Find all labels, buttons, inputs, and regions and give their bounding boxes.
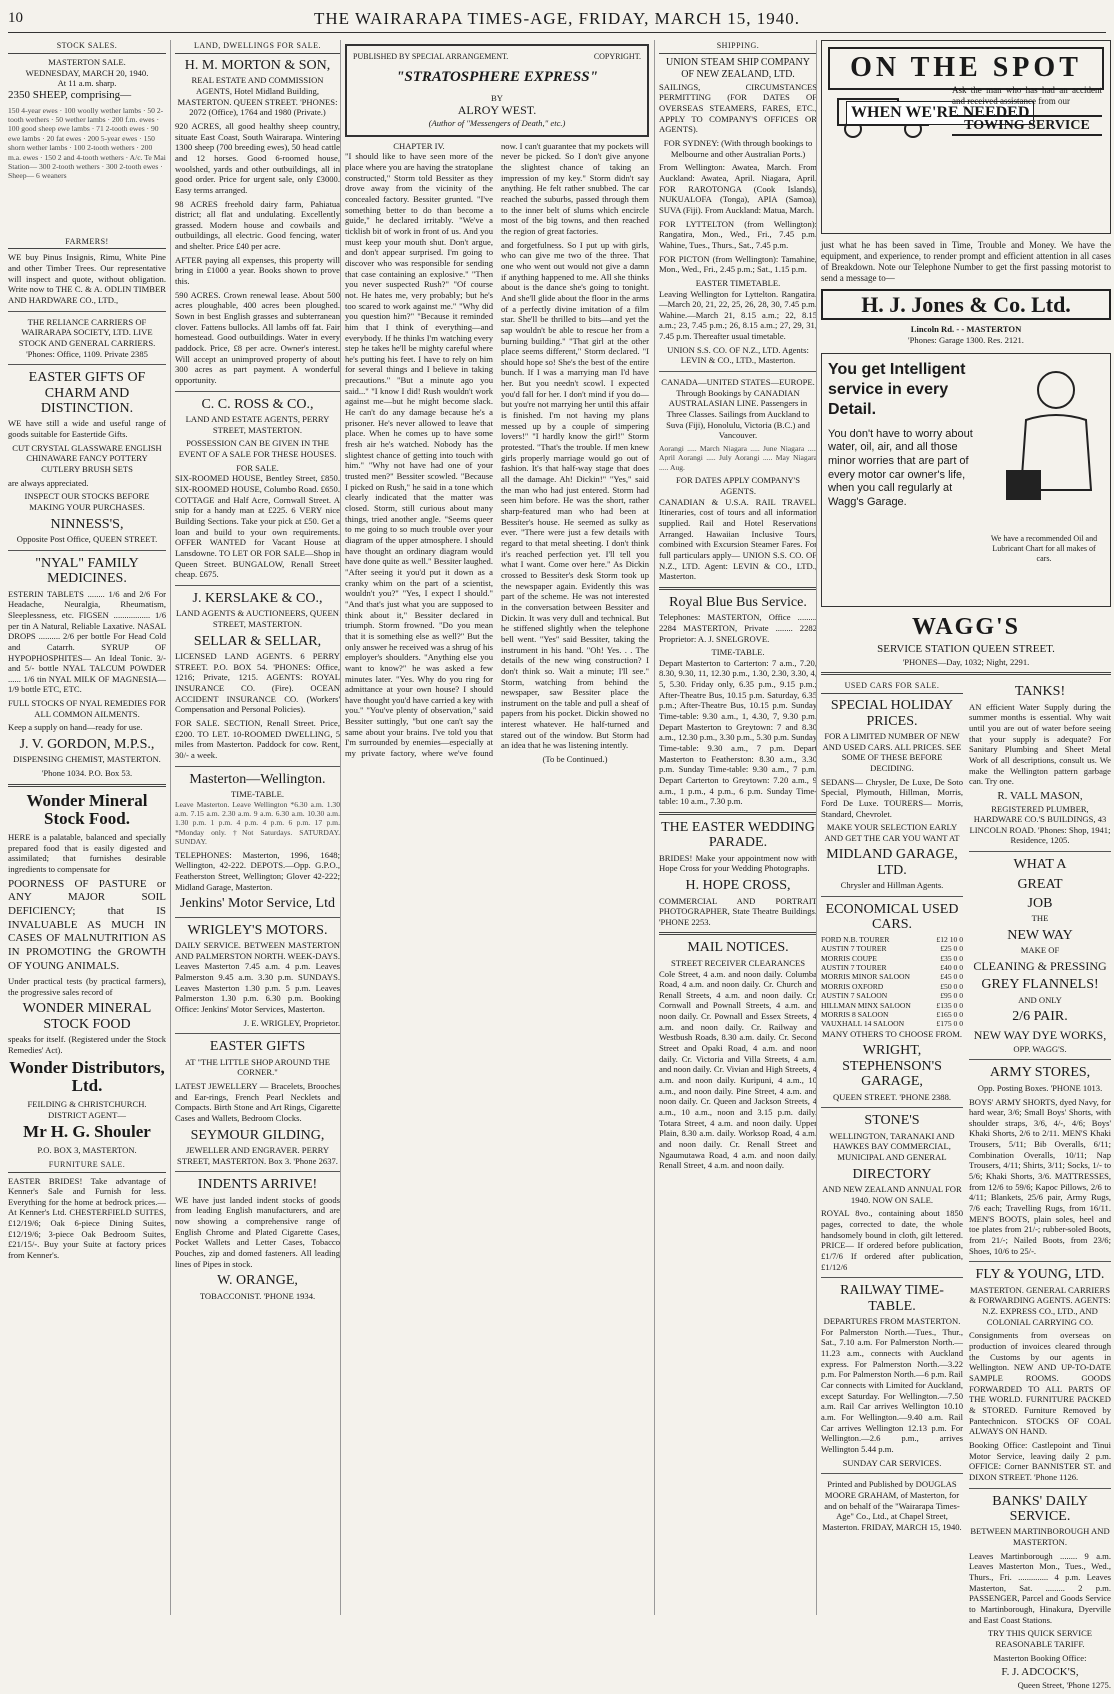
- intel-body: You don't have to worry about water, oil, air, and all those minor worries that are part of every motor car owner's life, when you call regularly at Wagg's Garage.: [828, 427, 973, 508]
- and-only: AND ONLY: [1018, 994, 1062, 1005]
- ninness-name: NINNESS'S,: [50, 516, 124, 532]
- canada-lines: Aorangi ..... March Niagara ..... June Niagara ..... April Aorangi ..... July Aorangi ..... May Niagara ..... Aug.: [659, 444, 817, 472]
- story-author-note: (Author of "Messengers of Death," etc.): [428, 118, 566, 129]
- royal-timetable: Depart Masterton to Carterton: 7 a.m., 7.20, 8.30, 9.30, 11, 12.30 p.m., 1.30, 2.30, 3.30, 4, 5, 5.30. Friday only, 6.35 p.m., 9.15 p.m.; After-Theatre Bus, 10.15 p.m. Saturday, 6.35 p.m.; After-Theatre Bus, 10.15 p.m. Sunday Time-table: 9.30 a.m., 1, 4.30, 7, 9.30 p.m. Depart Masterton to Greytown: 7 and 8.30 a.m., 12.30 p.m., 3.30 p.m., 5.30 p.m. Sunday Time-table: 9.30 a.m., 7 p.m. Depart Masterton to Featherston: 8.30 a.m., 3.30 p.m. Sunday Time-table: 9.30 a.m., 7 p.m. Depart Carterton to Greytown: 7.20 a.m., 9 a.m., 1 p.m., 4 p.m., 6 p.m. Sunday Time-table: 10 a.m., 7.30 p.m.: [659, 657, 817, 807]
- used-car-name: MORRIS COUPE: [821, 953, 877, 963]
- the: THE: [1031, 913, 1049, 924]
- royal-timetable-label: TIME-TABLE.: [711, 647, 765, 658]
- gilding-sub: JEWELLER AND ENGRAVER. PERRY STREET, MASTERTON. Box 3. 'Phone 2637.: [177, 1145, 338, 1166]
- ad-after-expenses: AFTER paying all expenses, this property will bring in £1000 a year. Books shown to prove this.: [175, 254, 340, 287]
- canada-dates: FOR DATES APPLY COMPANY'S AGENTS.: [676, 475, 800, 496]
- ross-sub: LAND AND ESTATE AGENTS, PERRY STREET, MASTERTON.: [185, 414, 330, 435]
- on-the-spot-ad: [821, 40, 1111, 234]
- masterton-sale: MASTERTON SALE.: [48, 56, 126, 67]
- used-car-name: VAUXHALL 14 SALOON: [821, 1019, 905, 1029]
- newspaper-title: THE WAIRARAPA TIMES-AGE, FRIDAY, MARCH 15, 1940.: [314, 9, 800, 28]
- banks-heading: BANKS' DAILY SERVICE.: [992, 1493, 1088, 1524]
- army-text: BOYS' ARMY SHORTS, dyed Navy, for hard wear, 3/6; Small Boys' Shorts, with shoulder straps, 3/6, 4/-, 4/6; Boys' Khaki Shorts, 2/6 to 2/11. MEN'S Khaki Trousers, 5/11; Bib Overalls, 6/11; Combination Overalls, 10/11; Nap Trousers, 4/11; Shirts, 3/11; Socks, 1/- to 5/6; Khaki Shorts, 3/6. MATTRESSES, from 12/6 to 59/6; Kapoc Pillows, 2/6 to 4/11; Blankets, 25/6 pair, Army Rugs, 7/6 each; Travelling Rugs, from 16/11. MEN'S BOOTS, plain soles, heel and toe plates from 21/-; rubber-soled Boots, from 21/-; Nailed Boots, from 23/6; Shoes, 10/6 to 25/-.: [969, 1096, 1111, 1256]
- ad-920-acres: 920 ACRES, all good healthy sheep country, situate East Coast, South Wairarapa. Wintering 1300 sheep (700 breeding ewes), 50 head cattle and 12 horses. Good 6-roomed house, woolshed, yards and other outbuildings, all in good order. Price for urgent sale, only £3000. Easy terms arranged.: [175, 120, 340, 195]
- farmers-heading: FARMERS!: [8, 236, 166, 250]
- holiday-prices: SPECIAL HOLIDAY PRICES.: [830, 698, 954, 729]
- banks-text: Leaves Martinborough ........ 9 a.m. Leaves Masterton Mon., Tues., Wed., Thurs., Fri. .............. 4 p.m. Leaves Masterton, Sat. ......... 2 p.m. PASSENGER, Parcel and Goods Service to Martinborough, Hinakura, Dyerville and East Coast Stations.: [969, 1550, 1111, 1625]
- what-a: WHAT A: [1013, 857, 1067, 873]
- ross-name: C. C. ROSS & CO.,: [201, 396, 314, 412]
- waggs-sub: SERVICE STATION QUEEN STREET.: [877, 642, 1055, 655]
- midland-sub: Chrysler and Hillman Agents.: [840, 880, 944, 891]
- tanks-text: AN efficient Water Supply during the summer months is essential. Why wait until you are out of water before seeing that your supply is adequate? For Sanitary Plumbing and Sheet Metal Work of all descriptions, consult us. We make the Wellington pattern garbage can. Try one.: [969, 701, 1111, 787]
- story-by: BY: [491, 92, 503, 103]
- page-number: 10: [8, 10, 23, 26]
- attendant-icon: [996, 360, 1106, 510]
- grey-flannels: GREY FLANNELS!: [981, 977, 1099, 993]
- feilding: FEILDING & CHRISTCHURCH. DISTRICT AGENT—: [27, 1098, 147, 1120]
- wedding-heading: THE EASTER WEDDING PARADE.: [661, 820, 815, 851]
- orange-name: W. ORANGE,: [217, 1273, 298, 1289]
- shouler-box: P.O. BOX 3, MASTERTON.: [37, 1144, 137, 1155]
- sheep-list: 150 4-year ewes · 100 woolly wether lambs · 50 2-tooth wethers · 50 wether lambs · 200 f.m. ewes · 100 good sheep ewe lambs · 71 2-tooth ewes · 90 ewe lambs · 20 fat ewes · 200 5-year ewes · 150 shorn wether lambs · 100 2-tooth wethers · 200 m.a. ewes · 150 2 and 4-tooth wethers · A/c. Te Mai Station— 300 2-tooth wethers · 300 2-tooth ewes · Sheep— 6 weaners: [8, 105, 166, 181]
- used-car-row: [821, 944, 963, 953]
- morton-name: H. M. MORTON & SON,: [184, 57, 331, 73]
- army-stores: ARMY STORES,: [989, 1065, 1091, 1081]
- dye-sub: OPP. WAGG'S.: [1013, 1043, 1067, 1054]
- used-car-price: £50 0 0: [940, 981, 963, 991]
- banks-try: TRY THIS QUICK SERVICE REASONABLE TARIFF.: [987, 1628, 1093, 1649]
- new-way: NEW WAY: [1007, 927, 1073, 943]
- masterton-wellington-heading: Masterton—Wellington.: [189, 771, 326, 787]
- nyal-keep: Keep a supply on hand—ready for use.: [8, 722, 143, 733]
- easter-gifts-heading: EASTER GIFTS OF CHARM AND DISTINCTION.: [28, 370, 146, 417]
- used-car-name: MORRIS OXFORD: [821, 981, 884, 991]
- easter-timetable-heading: EASTER TIMETABLE.: [695, 277, 781, 288]
- railway-text: For Palmerston North.—Tues., Thur., Sat., 7.10 a.m. For Palmerston North.—11.23 a.m., connects with Auckland express. For Palmerston North.—3.22 p.m. For Palmerston North.—6 p.m. Rail Car connects with Limited for Auckland, except Saturday. For Wellington.—7.50 a.m. Rail Car arrives Wellington 10.10 a.m. For Wellington.—9.40 a.m. Rail Car arrives Wellington 12.13 p.m. For Wellington.—2.6 p.m., arrives Wellington 5.44 p.m.: [821, 1326, 963, 1454]
- wright-garage: WRIGHT, STEPHENSON'S GARAGE,: [842, 1043, 942, 1090]
- choose-more: MANY OTHERS TO CHOOSE FROM.: [822, 1028, 962, 1039]
- printed-by: Printed and Published by DOUGLAS MOORE GRAHAM, of Masterton, for and on behalf of the "Wairarapa Times-Age" Co., Ltd., at Chapel Street, Masterton. FRIDAY, MARCH 15, 1940.: [822, 1479, 962, 1532]
- gordon-sub: DISPENSING CHEMIST, MASTERTON.: [13, 754, 161, 765]
- used-car-name: AUSTIN 7 TOURER: [821, 944, 887, 954]
- sellar-sale: FOR SALE. SECTION, Renall Street. Price, £200. TO LET. 10-ROOMED DWELLING, 5 miles from Masterton. Paddock for cow. Rent, 30/- a week.: [175, 717, 340, 760]
- for-lyttelton: FOR LYTTELTON (from Wellington): Rangatira, Mon., Wed., Fri., 7.45 p.m. Wahine, Tues., Thurs., Sat., 7.45 p.m.: [659, 218, 817, 250]
- used-car-price: £135 0 0: [936, 1000, 963, 1010]
- story-body: [345, 141, 649, 1561]
- vall-sub: REGISTERED PLUMBER, HARDWARE CO.'S BUILDINGS, 43 LINCOLN ROAD. 'Phones: Shop, 1941; Residence, 1205.: [969, 803, 1111, 846]
- intel-note: We have a recommended Oil and Lubricant Chart for all makes of cars.: [990, 534, 1098, 564]
- ross-possession: POSSESSION CAN BE GIVEN IN THE EVENT OF A SALE FOR THESE HOUSES.: [178, 438, 337, 460]
- jones-name: H. J. Jones & Co. Ltd.: [821, 289, 1111, 320]
- indents-text: WE have just landed indent stocks of goods from leading English manufacturers, and are now showing a comprehensive range of English Chrome and Plated Cigarette Cases, Pocket Wallets and Letter Cases, Tobacco Pouches, zip and domed fasteners. All leading lines of Pipes in stock.: [175, 1194, 340, 1269]
- canada-rail: CANADIAN & U.S.A. RAIL TRAVEL. Itineraries, cost of tours and all information supplied. Rail and Hotel Reservations Arranged. Hawaiian Inclusive Tours, combined with Excursion Steamer Fares. For full particulars apply— UNION S.S. CO. OF N.Z., LTD. Agent: LEVIN & CO., LTD., Masterton.: [659, 496, 817, 582]
- easter-jewellery-text: LATEST JEWELLERY — Bracelets, Brooches and Ear-rings, French Pearl Necklets and Compacts. Birth Stone and Art Rings, Cigarette Cases and Wallets, Bedroom Clocks.: [175, 1081, 340, 1123]
- directory-sub: AND NEW ZEALAND ANNUAL FOR 1940. NOW ON SALE.: [822, 1184, 962, 1205]
- fly-young: FLY & YOUNG, LTD.: [975, 1267, 1105, 1283]
- used-car-name: MORRIS MINOR SALOON: [821, 972, 911, 982]
- spot-text: Ask the man who has had an accident and received assistance from our: [952, 85, 1102, 107]
- orange-sub: TOBACCONIST. 'PHONE 1934.: [199, 1290, 316, 1301]
- wrigley-sub: DAILY SERVICE. BETWEEN MASTERTON AND PALMERSTON NORTH. WEEK-DAYS. Leaves Masterton 7.45 a.m. 4 p.m. Leaves Palmerston 9.45 a.m. 3.30 p.m. SUNDAYS. Leaves Masterton 1.30 p.m. 5 p.m. Leaves Palmerston 1.30 p.m. 6.30 p.m. Booking Office: Jenkins' Motor Services, Masterton.: [175, 940, 340, 1014]
- used-car-row: [821, 972, 963, 981]
- used-car-price: £165 0 0: [936, 1009, 963, 1019]
- stock-sales-heading: STOCK SALES.: [8, 40, 166, 54]
- used-car-row: [821, 1010, 963, 1019]
- adcock-sub: Queen Street, 'Phone 1275.: [1017, 1679, 1111, 1690]
- used-car-row: [821, 1001, 963, 1010]
- farmers-text: WE buy Pinus Insignis, Rimu, White Pine and other Timber Trees. Our representative will inspect and quote, without obligation. Write now to THE C. & A. ODLIN TIMBER AND HARDWARE CO., LTD.,: [8, 252, 166, 306]
- job: JOB: [1027, 895, 1053, 911]
- royal-blue-heading: Royal Blue Bus Service.: [669, 594, 807, 610]
- used-car-price: £45 0 0: [940, 972, 963, 982]
- easter-timetable-text: Leaving Wellington for Lyttelton. Rangatira.—March 20, 21, 22, 25, 26, 28, 30, 7.45 p.m. Wahine.—March 21, 8.15 a.m.; 22, 8.15 a.m.; 23, 7.45 p.m.; 26, 8.15 a.m.; 27, 29, 31, 7.45 p.m. Thereafter usual timetable.: [659, 288, 817, 342]
- sheep-count: 2350 SHEEP, comprising—: [8, 88, 132, 101]
- ninness-address: Opposite Post Office, QUEEN STREET.: [16, 534, 158, 545]
- gilding-name: SEYMOUR GILDING,: [190, 1127, 325, 1143]
- story-columns: [340, 40, 653, 1615]
- hope-cross-name: H. HOPE CROSS,: [685, 878, 791, 894]
- story-header-box: [345, 44, 649, 137]
- column-5: [654, 40, 821, 1615]
- vall-name: R. VALL MASON,: [997, 789, 1083, 802]
- used-car-row: [821, 963, 963, 972]
- banks-sub: BETWEEN MARTINBOROUGH AND MASTERTON.: [970, 1526, 1110, 1547]
- for-sale-label: FOR SALE.: [236, 462, 279, 473]
- easter-gifts-at: AT "THE LITTLE SHOP AROUND THE CORNER.": [185, 1056, 330, 1078]
- canada-sub: Through Bookings by CANADIAN AUSTRALASIAN LINE. Passengers in Three Classes. Sailings from Auckland to Suva (Fiji), Honolulu, Victoria (B.C.) and Vancouver.: [666, 387, 810, 441]
- nyal-full-stocks: FULL STOCKS OF NYAL REMEDIES FOR ALL COMMON AILMENTS.: [8, 698, 166, 719]
- used-car-row: [821, 991, 963, 1000]
- price-pair: 2/6 PAIR.: [1012, 1009, 1068, 1025]
- easter-gifts-2-heading: EASTER GIFTS: [209, 1039, 306, 1055]
- wonder-speaks: speaks for itself. (Registered under the Stock Remedies' Act).: [8, 1034, 166, 1055]
- on-the-spot-banner: ON THE SPOT: [828, 47, 1104, 90]
- kerslake-name: J. KERSLAKE & CO.,: [192, 590, 323, 606]
- ad-590-acres: 590 ACRES. Crown renewal lease. About 500 acres ploughable, 400 acres been ploughed. Sown in best English grasses and subterranean clover. Fattens bullocks. All lambs off fat. Fair homestead. Good outbuildings. Water in every paddock. Price, £8 per acre. Owner's interest. Will accept an unimproved property of about 300 acres as part payment. A wonderful opportunity.: [175, 289, 340, 386]
- wonder-under: Under practical tests (by practical farmers), the progressive sales record of: [8, 976, 166, 997]
- royal-blue-sub: Telephones: MASTERTON, Office ......... 2284 MASTERTON, Private ........ 2282 Proprietor: A. J. SNELGROVE.: [659, 612, 817, 644]
- mw-timetable-label: TIME-TABLE.: [230, 788, 284, 799]
- wrigley-proprietor: J. E. WRIGLEY, Proprietor.: [243, 1017, 340, 1028]
- midland-garage: MIDLAND GARAGE, LTD.: [826, 847, 958, 878]
- adcock-name: F. J. ADCOCK'S,: [1001, 1666, 1079, 1679]
- telephones: TELEPHONES: Masterton, 1996, 1648; Wellington, 42-222. DEPOTS.—Opp. G.P.O., Featherston Street, Wellington; Glover 42-222; Midland Garage, Masterton.: [175, 849, 340, 892]
- furniture-sale-heading: FURNITURE SALE.: [8, 1159, 166, 1173]
- kerslake-sub: LAND AGENTS & AUCTIONEERS, QUEEN STREET, MASTERTON.: [175, 608, 340, 629]
- wonder-heading: Wonder Mineral Stock Food.: [26, 790, 148, 829]
- jones-phone: 'Phones: Garage 1300. Res. 2121.: [908, 334, 1024, 345]
- wonder-caps: POORNESS OF PASTURE or ANY MAJOR SOIL DEFICIENCY; that IS INVALUABLE AS MUCH IN CASES OF MALNUTRITION AS IN PROMOTING the GROWTH OF YOUNG ANIMALS.: [8, 877, 166, 972]
- directory-heading: DIRECTORY: [852, 1166, 932, 1182]
- for-sydney: FOR SYDNEY: (With through bookings to Melbourne and other Australian Ports.): [663, 137, 813, 159]
- gordon-phone: 'Phone 1034. P.O. Box 53.: [41, 768, 133, 779]
- nyal-heading: "NYAL" FAMILY MEDICINES.: [35, 555, 139, 587]
- used-car-price: £40 0 0: [940, 962, 963, 972]
- column-6: [816, 40, 1111, 1690]
- dye-works: NEW WAY DYE WORKS,: [973, 1027, 1107, 1042]
- column-1: [8, 40, 170, 1615]
- ship-lines: From Wellington: Awatea, March. From Auckland: Awatea, April. Niagara, April. FOR RAROTONGA (Cook Islands), NUKUALOFA (Tonga), APIA (Samoa), SUVA (Fiji). From Auckland: Matua, March.: [659, 162, 817, 215]
- used-car-price: £95 0 0: [940, 991, 963, 1001]
- railway-heading: RAILWAY TIME-TABLE.: [840, 1283, 944, 1314]
- used-car-list: [821, 935, 963, 1029]
- great: GREAT: [1017, 876, 1063, 892]
- spot-text-2: just what he has been saved in Time, Trouble and Money. We have the equipment, and experience, to render prompt and efficient attention in all cases of Breakdown. Note our Telephone Number to get the first passing motorist to send a message to—: [821, 240, 1111, 284]
- used-car-price: £25 0 0: [940, 944, 963, 954]
- intel-lead: You get Intelligent service in every Detail.: [828, 361, 966, 418]
- story-author: ALROY WEST.: [457, 103, 537, 118]
- inspect-stocks: INSPECT OUR STOCKS BEFORE MAKING YOUR PURCHASES.: [24, 491, 150, 513]
- story-chapter: CHAPTER IV.: [393, 140, 445, 151]
- union-sub: SAILINGS, CIRCUMSTANCES PERMITTING (FOR DATES OF OVERSEAS STEAMERS, FARES, ETC., APPLY TO COMPANY'S OFFICES OR AGENTS).: [659, 81, 817, 135]
- make-selection: MAKE YOUR SELECTION EARLY AND GET THE CAR YOU WANT AT: [824, 822, 960, 843]
- used-car-name: HILLMAN MINX SALOON: [821, 1000, 911, 1010]
- army-sub: Opp. Posting Boxes. 'PHONE 1013.: [977, 1082, 1103, 1093]
- wedding-text: BRIDES! Make your appointment now with Hope Cross for your Wedding Photographs.: [659, 852, 817, 874]
- indents-heading: INDENTS ARRIVE!: [197, 1177, 318, 1193]
- column-2: [170, 40, 344, 1615]
- union-agents: UNION S.S. CO. OF N.Z., LTD. Agents: LEVIN & CO., LTD., Masterton.: [667, 344, 809, 366]
- hope-cross-sub: COMMERCIAL AND PORTRAIT PHOTOGRAPHER, State Theatre Buildings. 'PHONE 2253.: [659, 895, 817, 927]
- mail-notices-heading: MAIL NOTICES.: [687, 940, 789, 956]
- railway-sub: DEPARTURES FROM MASTERTON.: [823, 1316, 961, 1327]
- gordon-name: J. V. GORDON, M.P.S.,: [19, 737, 155, 753]
- reliance-carriers: THE RELIANCE CARRIERS OF WAIRARAPA SOCIETY, LTD. LIVE STOCK AND GENERAL CARRIERS. 'Phones: Office, 1109. Private 2385: [18, 316, 156, 359]
- furniture-sale-text: EASTER BRIDES! Take advantage of Kenner's Sale and Furnish for less. Everything for the home at bedrock prices.—At Kenner's Ltd. CHESTERFIELD SUITES, £12/19/6; Oak 6-piece Dining Suites, £12/19/6; 3-piece Oak Bedroom Suites, £21/15/-. Buy your Suite at factory prices from Kenner's.: [8, 1175, 166, 1261]
- easter-gifts-end: are always appreciated.: [8, 477, 89, 488]
- wonder-text: HERE is a palatable, balanced and specially prepared food that is easily digested and assimilated; that furnishes desirable ingredients to compensate for: [8, 832, 166, 875]
- sellar-name: SELLAR & SELLAR,: [193, 633, 322, 649]
- used-car-name: MORRIS 8 SALOON: [821, 1009, 889, 1019]
- jenkins-name: Jenkins' Motor Service, Ltd: [180, 896, 335, 912]
- sellar-sub: LICENSED LAND AGENTS. 6 PERRY STREET. P.O. BOX 54. 'PHONES: Office, 1216; Private, 1215. AGENTS: ROYAL INSURANCE CO. (Fire). OCEAN ACCIDENT INSURANCE CO. (Workers' Compensation and Personal Policies).: [175, 651, 340, 715]
- used-car-row: [821, 935, 963, 944]
- banks-office: Masterton Booking Office:: [993, 1652, 1087, 1663]
- used-car-row: [821, 982, 963, 991]
- economical-heading: ECONOMICAL USED CARS.: [825, 901, 959, 933]
- towing-service: TOWING SERVICE: [952, 115, 1102, 136]
- booking-office: Booking Office: Castlepoint and Tinui Motor Service, leaving daily 2 p.m. OFFICE: Corner BANNISTER ST. and DIXON STREET. 'Phone 1126.: [969, 1439, 1111, 1482]
- land-dwellings-heading: LAND, DWELLINGS FOR SALE.: [175, 40, 340, 54]
- mail-text: Cole Street, 4 a.m. and noon daily. Columba Road, 4 a.m. and noon daily. Cr. Church and Renall Streets, 4 a.m. and noon daily. Cr. Cornwall and Pownall Streets, 4 a.m. and noon daily. Cr. Pownall and Essex Streets, 4 a.m. and noon daily. Cr. Railway and Westbush Roads, 8.30 a.m. daily. Cr. Second Street and Opaki Road, 4 a.m. and noon daily. Cr. Victoria and Villa Streets, 4 a.m. and noon daily. Cr. Vivian and High Streets, 4 a.m. and noon daily. Kuripuni, 4 a.m., 10 a.m., and noon daily. Pine Street, 4 a.m. and noon daily. Cr. Queen and Jackson Streets, 4 a.m., 10 a.m., noon and 3.15 p.m. daily. Totara Street, 4 a.m. and noon daily. Upper Plain, 8.30 a.m. daily. Worksop Road, 4 a.m. and noon daily. Cr. Renall Street and Ngaumutawa Road, 4 a.m. and noon daily. Renall Street, 4 a.m. and noon daily.: [659, 968, 817, 1171]
- shouler-name: Mr H. G. Shouler: [23, 1122, 151, 1142]
- used-cars-column: [821, 680, 963, 1693]
- fly-text: Consignments from overseas on production of invoices cleared through the Customs by our agents in Wellington. NEW AND UP-TO-DATE SAMPLE ROOMS. GOODS FORWARDED TO ALL PARTS OF THE WORLD. FURNITURE PACKED & STORED. Furniture Removed by Pantechnicon. STOCKS OF COAL ALWAYS ON HAND.: [969, 1330, 1111, 1437]
- used-car-name: AUSTIN 7 TOURER: [821, 962, 887, 972]
- story-text-1: "I should like to have seen more of the place where you are having the stratoplane constructed," Storm told Bessiter as they drove away from the vicinity of the concealed factory. Bessiter grunted. "I've something better to do than become a guide," he declared irritably. "We've a ticklish bit of work in front of us. And you must keep your mouth shut. Don't argue, and don't appear surprised. I'm going to discover who was responsible for sending that case containing an explosive." "Then you never suspected Rush?" "Of course not. He hates me, very probably; but he's too scared to work against me." "Why did you question him?" "Because it reminded him that I think of everything—and everybody. If he thinks I'm watching every step he takes he'll be mighty careful where he's putting his feet. I have to rely on him for several things and I believe in taking precautions." "But a minute ago you said..." "I know I did! Rush wouldn't work against me—but he might become slack. He can't do any damage because he's a prisoner. He's never allowed to leave that place. When he comes up to have some fresh air he's watched. Nobody has the slightest chance of getting into touch with him." "Why not have had one of your trusted men?" Bessiter scowled. "Because I picked on Rush," he said in a tone which clearly indicated that the matter was closed. Storm, still curious about many things, tried another angle. "Seems queer to me going to so much trouble over your diagram of the upper atmosphere. I should have thought an ordinary diagram would have done quite as well." Bessiter laughed. "After seeing it you'd put it down as a cranky whim on the part of a scientist, wouldn't you?" "Yes, I expect I should." "And that's just what you are supposed to think about it," Bessiter declared in triumph. Storm frowned. "Do you mean that it is something else as well?" But the only answer he received was a shrug of his employer's shoulders. "Anything else you want to know?" he was asked a few minutes later. "Yes. Why do you ring for admittance at your own house? I should have thought you'd have carried a key with you." "You've plenty of observation," said Bessiter suttingly, "but one can't say the same about your brains. I've told you that I'm surrounded by enemies—especially at my private factory, where we've found now. I can't guarantee that my pockets will never be picked. So I don't give anyone the slightest chance of taking an impression of my key." Storm didn't say anything. He felt rather snubbed. The car reached the suburbs, passed through them to the inner belt of slums which encircle most of the big towns, and then reached the region of great factories.: [345, 140, 649, 759]
- used-car-price: £35 0 0: [940, 953, 963, 963]
- story-copyright: COPYRIGHT.: [593, 52, 641, 61]
- stones-sub: WELLINGTON, TARANAKI AND HAWKES BAY COMMERCIAL, MUNICIPAL AND GENERAL: [829, 1130, 955, 1162]
- waggs-phone: 'PHONES—Day, 1032; Night, 2291.: [902, 656, 1030, 667]
- used-car-name: FORD N.B. TOURER: [821, 934, 890, 944]
- used-car-row: [821, 1019, 963, 1028]
- nyal-text: ESTERIN TABLETS ........ 1/6 and 2/6 For Headache, Neuralgia, Rheumatism, Sleeplessness, etc. FIGSEN ................. 1/6 per tin A Natural, Reliable Laxative. NASAL DROPS .......... 2/6 per bottle For Head Cold and Catarrh. SYRUP OF HYPOPHOSPHITES— An Ideal Tonic. 3/- and 5/- bottle NYAL TALCUM POWDER ...... 1/6 tin NYAL MILK OF MAGNESIA— 1/9 bottle ETC, ETC.: [8, 588, 166, 695]
- easter-gifts-text: WE have still a wide and useful range of goods suitable for Eastertide Gifts.: [8, 418, 166, 440]
- masthead: [8, 6, 1106, 33]
- make-of: MAKE OF: [1020, 945, 1060, 956]
- used-car-row: [821, 954, 963, 963]
- story-continued: (To be Continued.): [542, 754, 608, 765]
- used-car-name: AUSTIN 7 SALOON: [821, 991, 888, 1001]
- mw-times: Leave Masterton. Leave Wellington *6.30 a.m. 1.30 a.m. 7.15 a.m. 2.30 a.m. 9 a.m. 6.30 a.m. 10.30 a.m. 1.30 p.m. 1 p.m. 4 p.m. 4 p.m. 6 p.m. 17 p.m. *Monday only. †Not Saturdays. SATURDAY. SUNDAY.: [175, 799, 340, 847]
- sale-date: WEDNESDAY, MARCH 20, 1940.: [25, 67, 149, 78]
- sedans-tourers: SEDANS— Chrysler, De Luxe, De Soto Special, Plymouth, Hillman, Morris, Ford De Luxe. TOURERS— Morris, Standard, Chevrolet.: [821, 776, 963, 819]
- fly-sub: MASTERTON. GENERAL CARRIERS & FORWARDING AGENTS. AGENTS: N.Z. EXPRESS CO., LTD., AND COLONIAL CARRYING CO.: [969, 1284, 1111, 1327]
- waggs-name: WAGG'S: [911, 614, 1021, 641]
- jones-address: Lincoln Rd. - - MASTERTON: [910, 323, 1022, 334]
- wright-sub: QUEEN STREET. 'PHONE 2388.: [832, 1091, 952, 1102]
- story-title: "STRATOSPHERE EXPRESS": [396, 68, 598, 85]
- morton-sub: REAL ESTATE AND COMMISSION AGENTS, Hotel Midland Building, MASTERTON. QUEEN STREET. 'PHONES: 2072 (Office), 1764 and 1980 (Private.): [177, 75, 338, 118]
- for-picton: FOR PICTON (from Wellington): Tamahine, Mon., Wed., Fri., 2.45 p.m.; Sat., 1.15 p.m.: [659, 253, 817, 275]
- tanks-heading: TANKS!: [1014, 684, 1066, 700]
- story-text-2: and forgetfulness. So I put up with girls, who can give me two of the three. That one who went out would not give a damn if anything happened to me. All she thinks about is the dance she's going to tonight. And she'll glide about the floor in the arms of a perfectly divine imitation of a film star. She'll be thrilled to bits—and yet the sap wouldn't be able to rescue her from a burning building." "That girl at the other place seems different," Storm declared. "I should hope so! She's the best of the entire bunch. If I was a marrying man I'd have her. But you needn't scowl. I expected you'd fall for her. I don't mind if you do—but you're not marrying her until this affair is finished. I'm not having my plans messed up by a couple of simpering lovers!" "I hardly know the girl!" Storm protested. "That's the trouble. If men knew girls properly marriage would go out of fashion. It's that half-way stage that does all the damage. Ah! Dickin!" "Yes," said the man who had just entered. Storm had seen him before. He was the short, rather sharp-featured man who had been at Bessiter's house. He seemed as sulky as ever. "There were just a few details with regard to that metal sheeting. I don't think it's reached perfection yet. I'll tell you what I want. Come over here." As Dickin crossed to Bessiter's desk Storm took up the newspaper again. Evidently this was part of the scheme. He was not interested in the conversation between Bessiter and Dickin. It was very dull and technical. But he stiffened slightly when the telephone bell went. "Yes" said Bessiter, taking the instrument in his hand. "Oh! Yes. . . The details of the new wing construction? I don't think so. Wait a minute; I'll see." Storm, watching from behind the newspaper, saw Bessiter place the instrument on the table and pull a sheaf of papers from his pocket. Dickin showed no interest whatever. He half-turned and stared out of the window. But Storm had an idea that he was listening intently.: [501, 239, 649, 751]
- used-car-price: £12 10 0: [936, 934, 963, 944]
- houses-list: SIX-ROOMED HOUSE, Bentley Street, £850. SIX-ROOMED HOUSE, Columbo Road. £650. COTTAGE and Half Acre, Cornwall Street. A snip for a handy man at £225. 6 VERY nice Building Sections. Take your pick at £50. Get a loan and build to your own requirements. OFFER WANTED for Vacant House at Lansdowne. TO LET OR FOR SALE—Shop in Queen Street. BUNGALOW, Renall Street cheap. £675.: [175, 473, 340, 580]
- sunday-car: SUNDAY CAR SERVICES.: [842, 1457, 942, 1468]
- cleaning-pressing: CLEANING & PRESSING: [973, 959, 1107, 973]
- mail-sub: STREET RECEIVER CLEARANCES: [670, 957, 805, 968]
- ad-98-acres: 98 ACRES freehold dairy farm, Pahiatua district; all flat and undulating. Excellently grassed. Modern house and cowbails and outbuildings, all electric. Good fencing, water and shelter. Price £40 per acre.: [175, 198, 340, 252]
- holiday-text: FOR A LIMITED NUMBER OF NEW AND USED CARS. ALL PRICES. SEE SOME OF THESE BEFORE DECIDING.: [822, 730, 962, 773]
- shipping-heading: SHIPPING.: [659, 40, 817, 54]
- wonder-name: WONDER MINERAL STOCK FOOD: [22, 1001, 152, 1032]
- easter-gifts-items: CUT CRYSTAL GLASSWARE ENGLISH CHINAWARE FANCY POTTERY CUTLERY BRUSH SETS: [12, 442, 162, 475]
- stones-name: STONE'S: [864, 1113, 920, 1129]
- story-published: PUBLISHED BY SPECIAL ARRANGEMENT.: [353, 52, 509, 61]
- wonder-distributors: Wonder Distributors, Ltd.: [9, 1057, 165, 1096]
- union-name: UNION STEAM SHIP COMPANY OF NEW ZEALAND, LTD.: [665, 56, 810, 81]
- canada-heading: CANADA—UNITED STATES—EUROPE.: [661, 377, 815, 388]
- used-car-price: £175 0 0: [936, 1019, 963, 1029]
- sale-time: At 11 a.m. sharp.: [57, 78, 117, 89]
- tanks-column: [969, 680, 1111, 1693]
- used-cars-heading: USED CARS FOR SALE.: [821, 680, 963, 694]
- wrigley-name: WRIGLEY'S MOTORS.: [187, 922, 328, 938]
- directory-text: ROYAL 8vo., containing about 1850 pages, corrected to date, the whole handsomely bound in cloth, gilt lettered. PRICE— If ordered before publication, £1/7/6 If ordered after publication, £1/12/6: [821, 1208, 963, 1272]
- waggs-ad: [821, 353, 1111, 607]
- when-were-needed: WHEN WE'RE NEEDED: [846, 101, 1034, 125]
